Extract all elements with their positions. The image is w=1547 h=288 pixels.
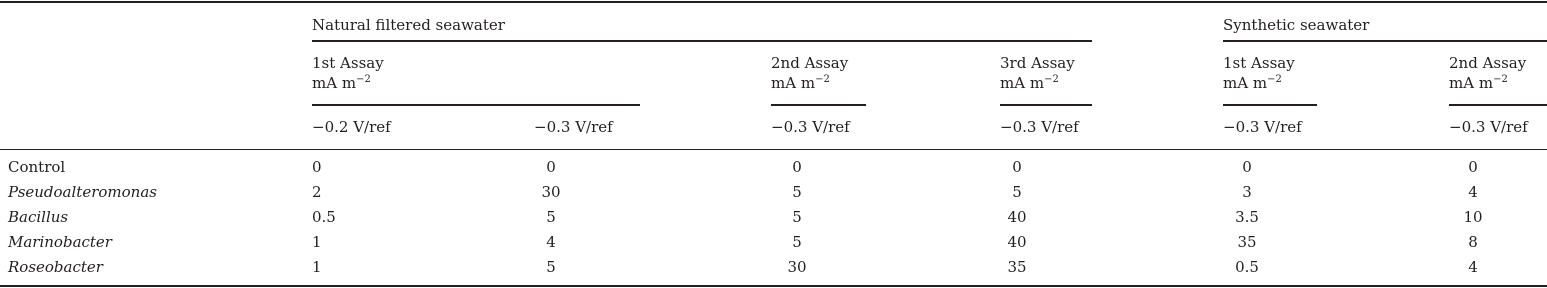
potential-header: −0.3 V/ref xyxy=(1000,118,1079,136)
table-top-rule xyxy=(0,1,1547,3)
assay-name: 2nd Assay xyxy=(1449,54,1527,72)
potential-header: −0.3 V/ref xyxy=(771,118,850,136)
table-cell: 0 xyxy=(792,158,802,176)
assay-name: 2nd Assay xyxy=(771,54,849,72)
table-cell: 0 xyxy=(1242,158,1252,176)
table-cell: 5 xyxy=(792,208,802,226)
table-cell: 0 xyxy=(312,158,322,176)
row-label: Pseudoalteromonas xyxy=(8,183,157,201)
table-cell: 5 xyxy=(1012,183,1022,201)
group-rule-synthetic xyxy=(1223,40,1547,42)
group-header-synthetic: Synthetic seawater xyxy=(1223,16,1370,34)
table-cell: 0 xyxy=(1012,158,1022,176)
table-cell: 2 xyxy=(312,183,322,201)
assay-unit: mA $m^{-2}$ xyxy=(1223,74,1282,92)
table-cell: 0 xyxy=(1468,158,1478,176)
potential-header: −0.3 V/ref xyxy=(1223,118,1302,136)
table-cell: 40 xyxy=(1007,233,1027,251)
group-header-natural: Natural filtered seawater xyxy=(312,16,505,34)
table-cell: 10 xyxy=(1463,208,1483,226)
table-cell: 4 xyxy=(546,233,556,251)
assay-unit: mA $m^{-2}$ xyxy=(312,74,371,92)
table-cell: 40 xyxy=(1007,208,1027,226)
assay-unit: mA $m^{-2}$ xyxy=(1449,74,1508,92)
row-label: Bacillus xyxy=(8,208,69,226)
assay-rule-synthetic-1 xyxy=(1223,104,1317,106)
table-cell: 8 xyxy=(1468,233,1478,251)
assay-rule-synthetic-2 xyxy=(1449,104,1547,106)
table-cell: 5 xyxy=(792,233,802,251)
table-cell: 0.5 xyxy=(1235,258,1259,276)
potential-header: −0.3 V/ref xyxy=(1449,118,1528,136)
row-label: Roseobacter xyxy=(8,258,103,276)
assay-name: 1st Assay xyxy=(312,54,384,72)
row-label: Control xyxy=(8,158,66,176)
assay-unit: mA $m^{-2}$ xyxy=(771,74,830,92)
assay-name: 3rd Assay xyxy=(1000,54,1075,72)
table-header-bottom-rule xyxy=(0,149,1547,150)
assay-rule-natural-3 xyxy=(1000,104,1092,106)
table-bottom-rule xyxy=(0,285,1547,287)
table-cell: 1 xyxy=(312,258,322,276)
table-cell: 5 xyxy=(792,183,802,201)
table-cell: 5 xyxy=(546,258,556,276)
table-cell: 30 xyxy=(541,183,561,201)
table-cell: 4 xyxy=(1468,183,1478,201)
group-rule-natural xyxy=(312,40,1092,42)
table-cell: 3 xyxy=(1242,183,1252,201)
table-cell: 1 xyxy=(312,233,322,251)
table-cell: 35 xyxy=(1007,258,1027,276)
table-cell: 5 xyxy=(546,208,556,226)
assay-rule-natural-2 xyxy=(771,104,866,106)
potential-header: −0.3 V/ref xyxy=(534,118,613,136)
table-cell: 0 xyxy=(546,158,556,176)
table-cell: 4 xyxy=(1468,258,1478,276)
assay-rule-natural-1 xyxy=(312,104,640,106)
table-cell: 30 xyxy=(787,258,807,276)
assay-name: 1st Assay xyxy=(1223,54,1295,72)
assay-unit: mA $m^{-2}$ xyxy=(1000,74,1059,92)
table-cell: 3.5 xyxy=(1235,208,1259,226)
row-label: Marinobacter xyxy=(8,233,112,251)
table-cell: 35 xyxy=(1237,233,1257,251)
table-cell: 0.5 xyxy=(312,208,336,226)
potential-header: −0.2 V/ref xyxy=(312,118,391,136)
